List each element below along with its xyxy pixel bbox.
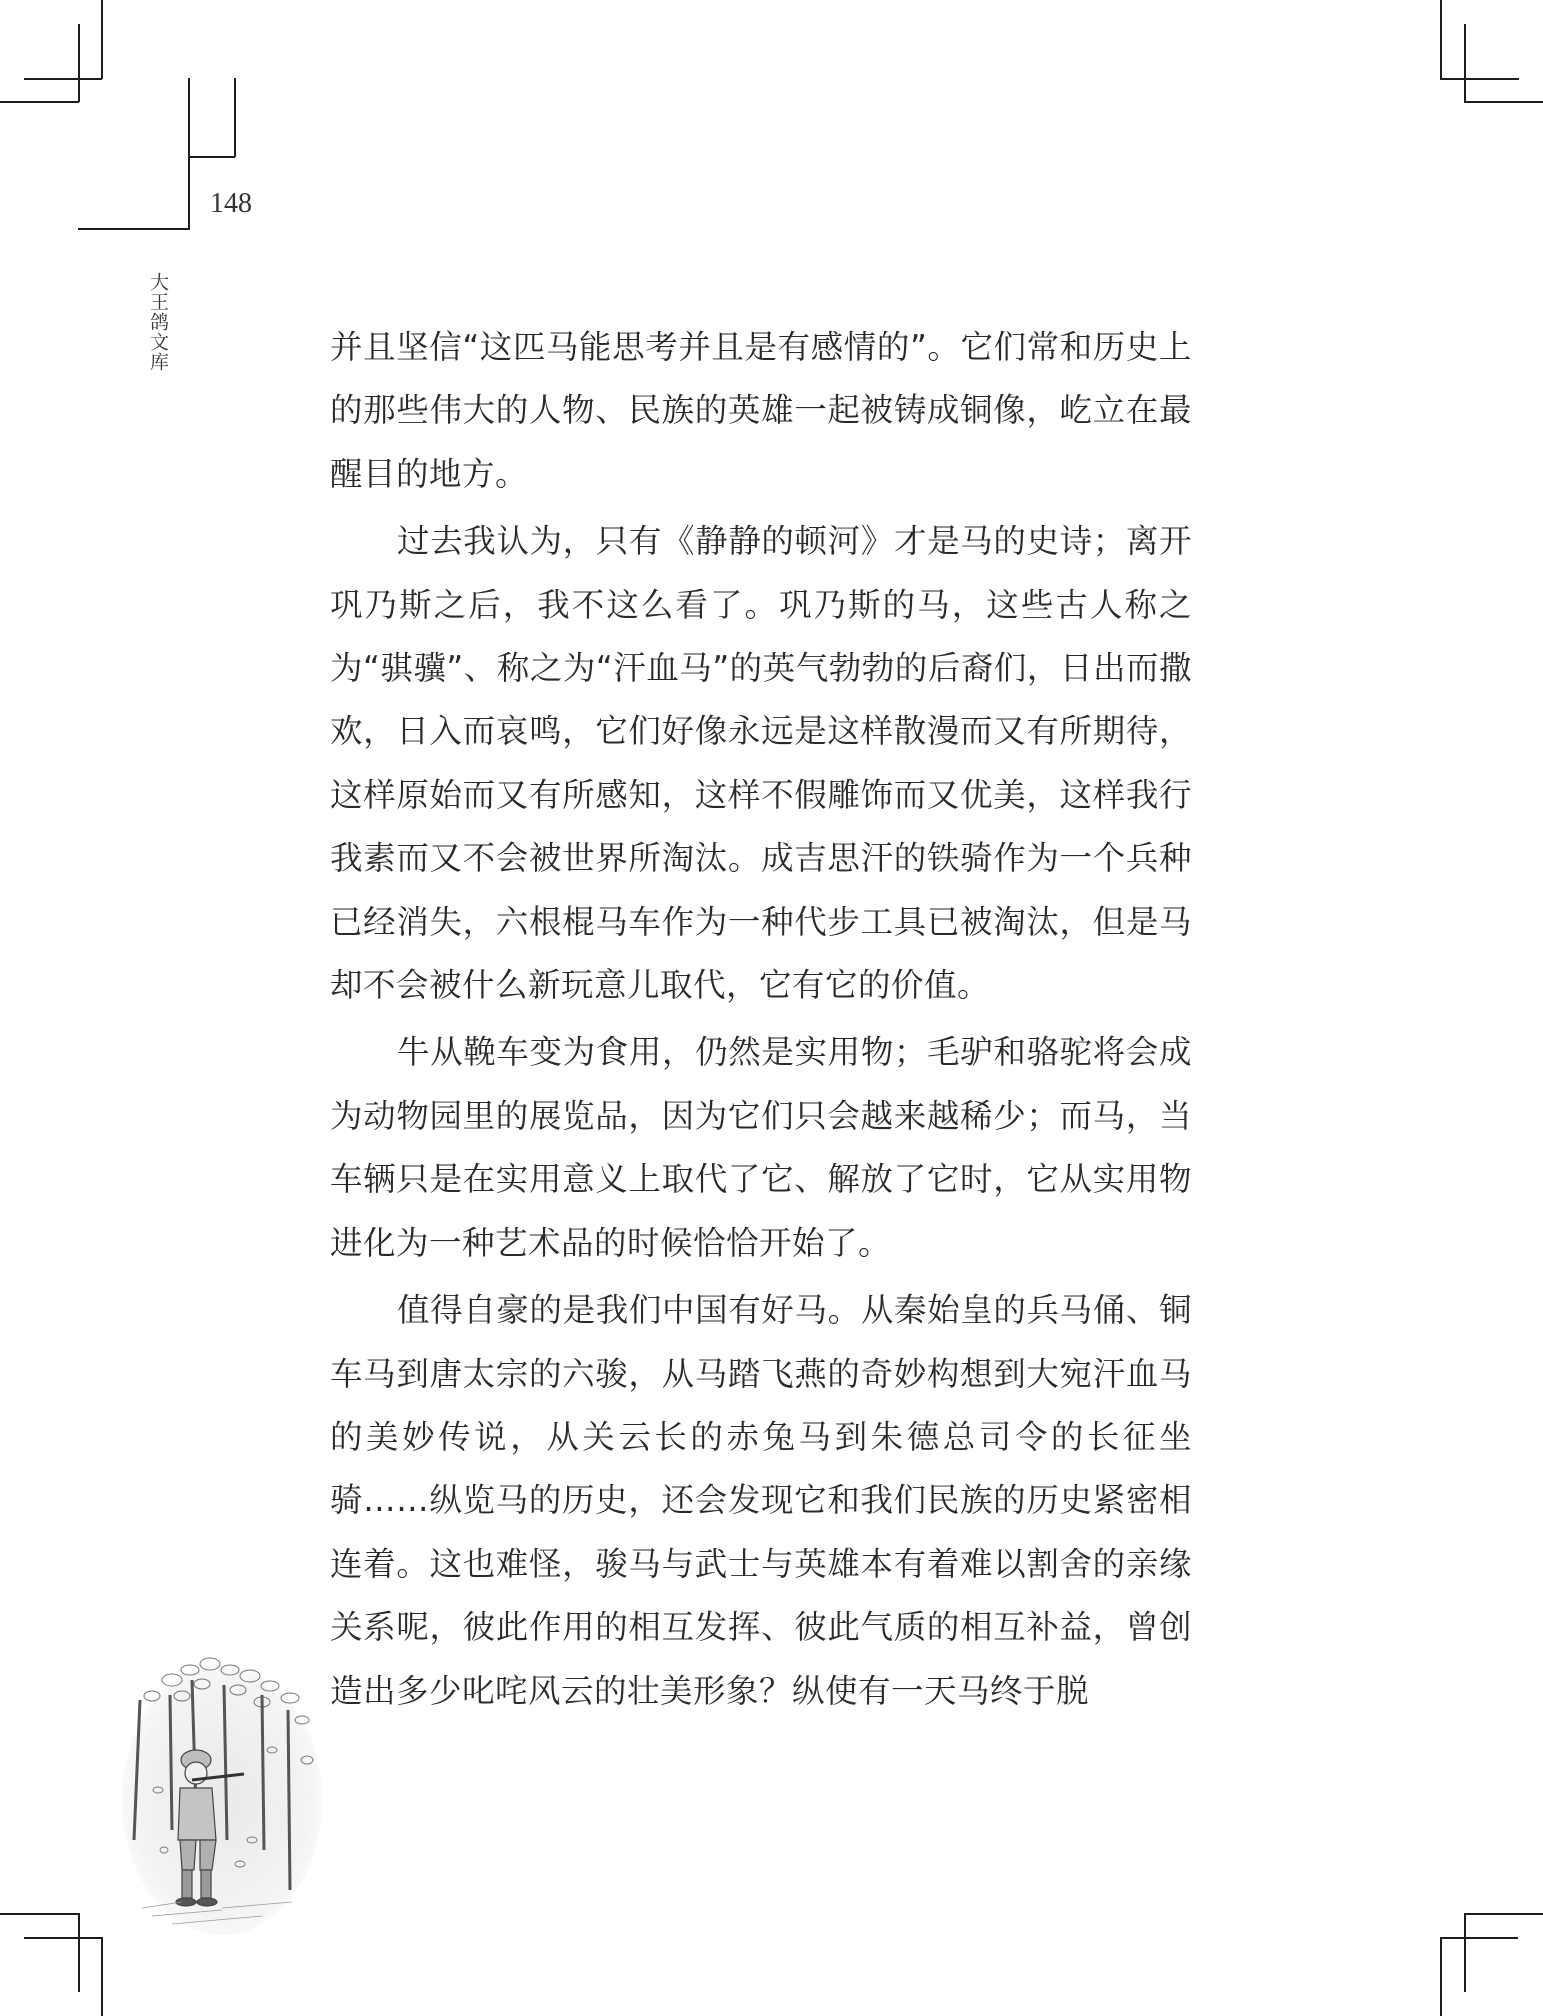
crop-mark — [24, 78, 102, 80]
body-text — [330, 316, 1192, 1727]
crop-mark — [101, 0, 103, 79]
crop-mark — [101, 1937, 103, 2016]
crop-mark — [78, 24, 80, 102]
crop-mark — [24, 1937, 102, 1939]
crop-mark — [78, 228, 189, 230]
crop-mark — [1464, 24, 1466, 102]
crop-mark — [1440, 1937, 1518, 1939]
crop-mark — [0, 101, 79, 103]
crop-mark — [234, 78, 236, 157]
crop-mark — [1464, 1913, 1543, 1915]
crop-mark — [188, 156, 235, 158]
crop-mark — [0, 1913, 79, 1915]
crop-mark — [1464, 101, 1543, 103]
crop-mark — [1464, 1913, 1466, 1992]
paragraph: 值得自豪的是我们中国有好马。从秦始皇的兵马俑、铜车马到唐太宗的六骏，从马踏飞燕的奇妙构想到大宛汗血马的美妙传说，从关云长的赤兔马到朱德总司令的长征坐骑……纵览马的历史，还会发现它和我们民族的历史紧密相连着。这也难怪，骏马与武士与英雄本有着难以割舍的亲缘关系呢，彼此作用的相互发挥、彼此气质的相互补益，曾创造出多少叱咤风云的壮美形象？纵使有一天马终于脱 — [330, 1291, 1192, 1710]
paragraph: 牛从鞔车变为食用，仍然是实用物；毛驴和骆驼将会成为动物园里的展览品，因为它们只会越来越稀少；而马，当车辆只是在实用意义上取代了它、解放了它时，它从实用物进化为一种艺术品的时候恰恰开始了。 — [330, 1033, 1192, 1262]
crop-mark — [188, 78, 190, 230]
page-number: 148 — [210, 188, 252, 219]
crop-mark — [78, 1913, 80, 1992]
paragraph: 过去我认为，只有《静静的顿河》才是马的史诗；离开巩乃斯之后，我不这么看了。巩乃斯的马，这些古人称之为“骐骥”、称之为“汗血马”的英气勃勃的后裔们，日出而撒欢，日入而哀鸣，它们好像永远是这样散漫而又有所期待，这样原始而又有所感知，这样不假雕饰而又优美，这样我行我素而又不会被世界所淘汰。成吉思汗的铁骑作为一个兵种已经消失，六根棍马车作为一种代步工具已被淘汰，但是马却不会被什么新玩意儿取代，它有它的价值。 — [330, 522, 1192, 1005]
series-title: 大王鸽文库 — [147, 272, 169, 372]
paragraph: 并且坚信“这匹马能思考并且是有感情的”。它们常和历史上的那些伟大的人物、民族的英雄一起被铸成铜像，屹立在最醒目的地方。 — [330, 328, 1192, 493]
crop-mark — [1440, 78, 1519, 80]
crop-mark — [1440, 1937, 1442, 2016]
crop-mark — [1440, 0, 1442, 79]
illustration-boy-flute-forest — [112, 1640, 322, 1940]
